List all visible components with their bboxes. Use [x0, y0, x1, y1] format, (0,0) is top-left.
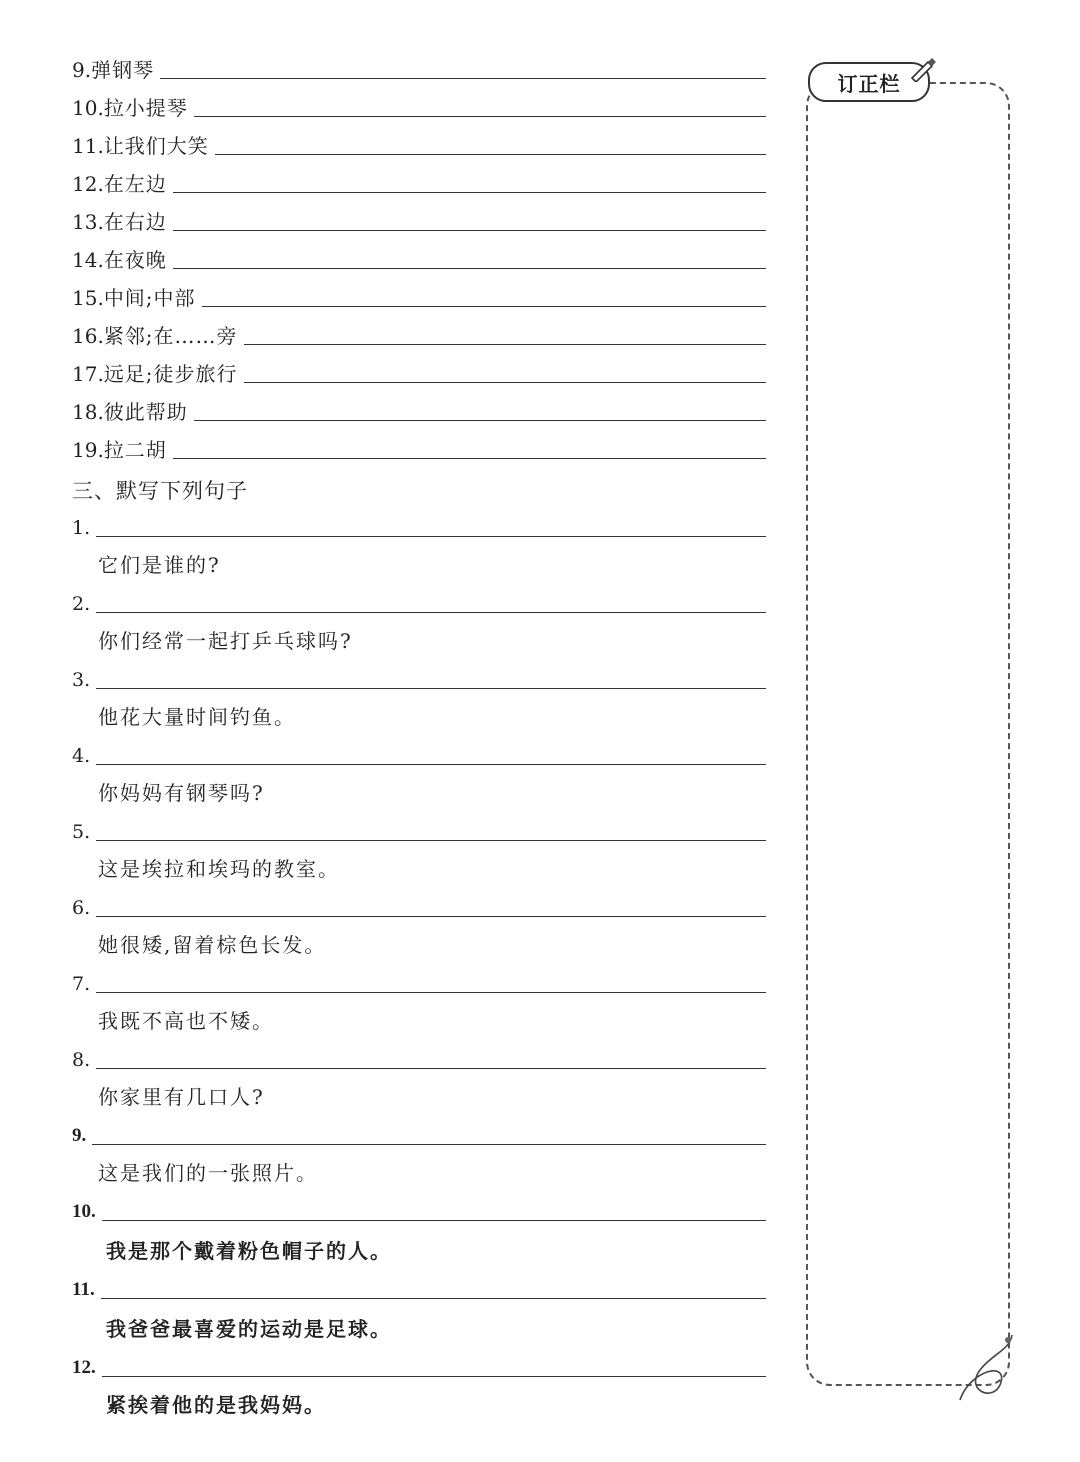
sentence-prompt: 我是那个戴着粉色帽子的人。	[106, 1239, 392, 1263]
vocab-number: 13.	[72, 210, 104, 234]
sentence-answer-row	[72, 1200, 766, 1224]
sentence-number: 5.	[72, 821, 91, 843]
sentence-prompt: 紧挨着他的是我妈妈。	[106, 1393, 326, 1417]
vocab-item	[72, 438, 766, 462]
sentence-number: 6.	[72, 897, 91, 919]
sentence-number: 7.	[72, 973, 91, 995]
answer-line[interactable]	[96, 1068, 766, 1069]
vocab-number: 10.	[72, 96, 104, 120]
vocab-label: 拉二胡	[103, 438, 167, 462]
vocab-item	[72, 58, 766, 82]
pencil-icon	[908, 54, 936, 82]
vocab-item	[72, 96, 766, 120]
sentence-answer-row	[72, 744, 766, 768]
sentence-prompt: 你妈妈有钢琴吗?	[98, 781, 265, 805]
answer-line[interactable]	[92, 1144, 766, 1145]
sentence-answer-row	[72, 592, 766, 616]
sentence-answer-row	[72, 1356, 766, 1380]
answer-line[interactable]	[194, 420, 766, 421]
answer-line[interactable]	[102, 1220, 766, 1221]
sentence-number: 12.	[72, 1357, 96, 1378]
vocab-label: 远足;徒步旅行	[103, 362, 238, 386]
sentence-answer-row	[72, 516, 766, 540]
vocab-number: 14.	[72, 248, 104, 272]
sentence-prompt: 它们是谁的?	[98, 553, 221, 577]
sentence-number: 11.	[72, 1279, 95, 1300]
sentence-prompt: 我爸爸最喜爱的运动是足球。	[106, 1317, 392, 1341]
vocab-number: 9.	[72, 58, 92, 82]
answer-line[interactable]	[244, 382, 766, 383]
answer-line[interactable]	[173, 192, 766, 193]
vocab-item	[72, 324, 766, 348]
vocab-label: 彼此帮助	[103, 400, 188, 424]
vocab-item	[72, 286, 766, 310]
sentence-prompt: 我既不高也不矮。	[98, 1009, 274, 1033]
answer-line[interactable]	[96, 840, 766, 841]
sentence-answer-row	[72, 668, 766, 692]
answer-line[interactable]	[173, 268, 766, 269]
answer-line[interactable]	[96, 916, 766, 917]
sentence-prompt: 你们经常一起打乒乓球吗?	[98, 629, 353, 653]
answer-line[interactable]	[194, 116, 766, 117]
answer-line[interactable]	[96, 764, 766, 765]
sentence-number: 10.	[72, 1201, 96, 1222]
answer-line[interactable]	[101, 1298, 766, 1299]
sentence-answer-row	[72, 820, 766, 844]
vocab-label: 紧邻;在……旁	[103, 324, 238, 348]
vocab-number: 12.	[72, 172, 104, 196]
sentence-number: 1.	[72, 517, 91, 539]
sentence-prompt: 这是埃拉和埃玛的教室。	[98, 857, 340, 881]
answer-line[interactable]	[96, 536, 766, 537]
vocab-label: 弹钢琴	[91, 58, 155, 82]
answer-line[interactable]	[202, 306, 766, 307]
vocab-label: 在夜晚	[103, 248, 167, 272]
sentence-number: 9.	[72, 1125, 87, 1146]
sentence-answer-row	[72, 972, 766, 996]
answer-line[interactable]	[173, 458, 766, 459]
answer-line[interactable]	[96, 992, 766, 993]
vocab-number: 16.	[72, 324, 104, 348]
answer-line[interactable]	[173, 230, 766, 231]
vocab-label: 在右边	[103, 210, 167, 234]
answer-line[interactable]	[96, 688, 766, 689]
vocab-item	[72, 172, 766, 196]
sentence-prompt: 他花大量时间钓鱼。	[98, 705, 296, 729]
sentence-answer-row	[72, 1278, 766, 1302]
vocab-item	[72, 400, 766, 424]
correction-area[interactable]	[806, 82, 1010, 1386]
sentence-answer-row	[72, 1124, 766, 1148]
vocab-label: 让我们大笑	[103, 134, 209, 158]
vocab-number: 17.	[72, 362, 104, 386]
vocab-item	[72, 248, 766, 272]
sentence-prompt: 你家里有几口人?	[98, 1085, 265, 1109]
sentence-prompt: 她很矮,留着棕色长发。	[98, 933, 327, 957]
sentence-number: 4.	[72, 745, 91, 767]
sentence-number: 8.	[72, 1049, 91, 1071]
vocab-number: 19.	[72, 438, 104, 462]
vocab-item	[72, 134, 766, 158]
section-title: 三、默写下列句子	[72, 479, 248, 503]
sentence-number: 2.	[72, 593, 91, 615]
correction-label: 订正栏	[837, 71, 901, 96]
sentence-answer-row	[72, 896, 766, 920]
sentence-prompt: 这是我们的一张照片。	[98, 1161, 318, 1185]
vocab-label: 拉小提琴	[103, 96, 188, 120]
swirl-decoration-icon	[950, 1330, 1020, 1410]
vocab-label: 在左边	[103, 172, 167, 196]
vocab-item	[72, 210, 766, 234]
vocab-number: 15.	[72, 286, 104, 310]
sentence-answer-row	[72, 1048, 766, 1072]
answer-line[interactable]	[96, 612, 766, 613]
vocab-number: 11.	[72, 134, 104, 158]
answer-line[interactable]	[244, 344, 766, 345]
sentence-number: 3.	[72, 669, 91, 691]
vocab-number: 18.	[72, 400, 104, 424]
answer-line[interactable]	[102, 1376, 766, 1377]
vocab-label: 中间;中部	[103, 286, 196, 310]
answer-line[interactable]	[160, 78, 766, 79]
answer-line[interactable]	[215, 154, 766, 155]
vocab-item	[72, 362, 766, 386]
